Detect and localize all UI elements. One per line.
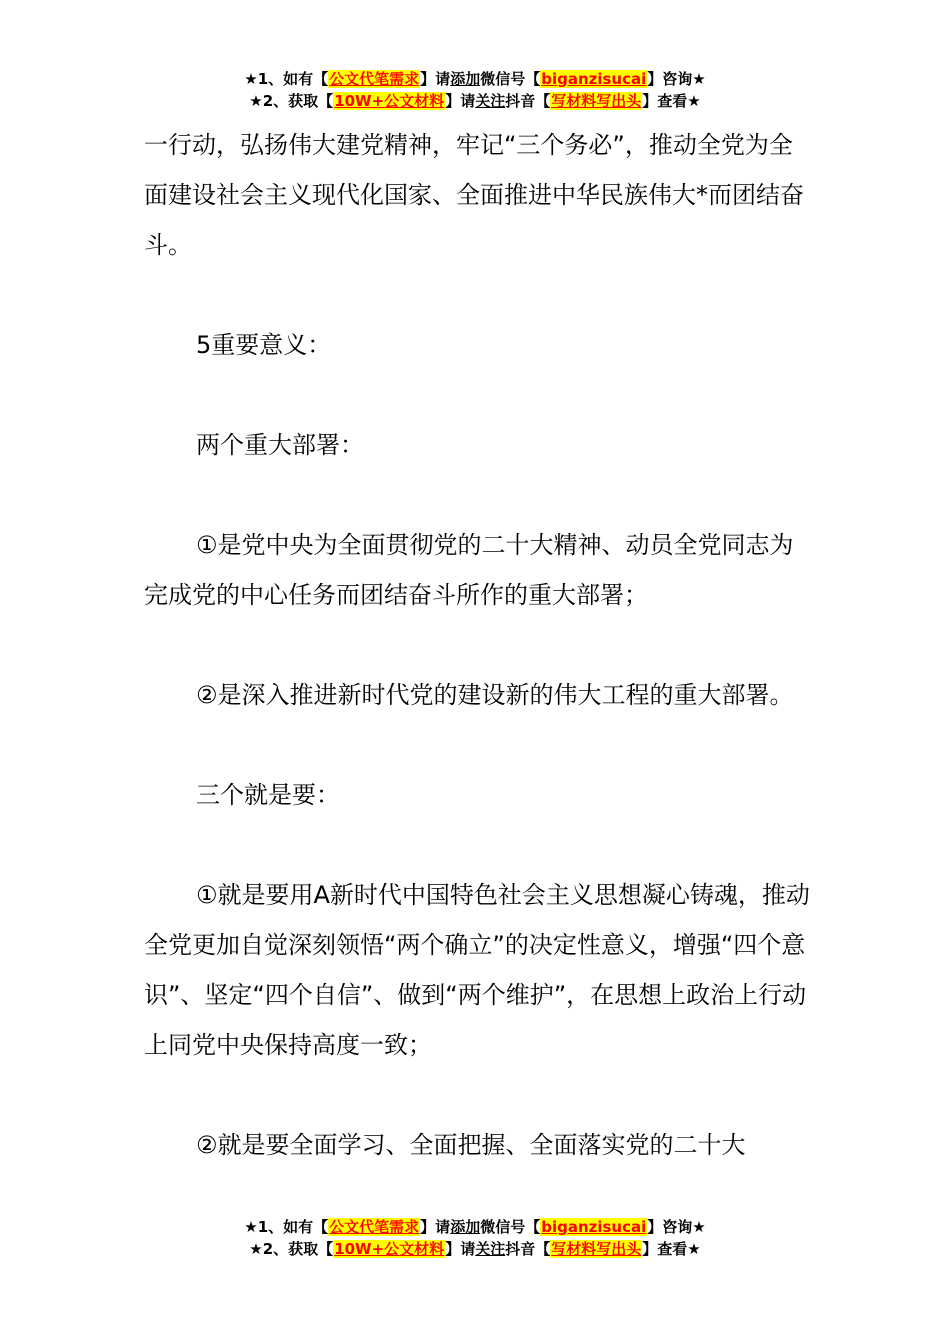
paragraph: 一行动，弘扬伟大建党精神，牢记“三个务必”，推动全党为全面建设社会主义现代化国家、全面推进中华民族伟大*而团结奋斗。 — [144, 131, 804, 259]
banner-text: ★2、获取【 — [249, 92, 334, 110]
banner-text: 】请 — [445, 1240, 476, 1258]
banner-text: 微信号【 — [480, 70, 541, 88]
document-body — [144, 120, 814, 1170]
banner-text: 】请 — [420, 70, 451, 88]
paragraph: ①就是要用A新时代中国特色社会主义思想凝心铸魂，推动全党更加自觉深刻领悟“两个确立”的决定性意义，增强“四个意识”、坚定“四个自信”、做到“两个维护”，在思想上政治上行动上同党中央保持高度一致； — [144, 881, 810, 1059]
banner-line-2 — [0, 1238, 950, 1260]
banner-text: ★1、如有【 — [244, 70, 329, 88]
banner-line-2 — [0, 90, 950, 112]
banner-underlined: 关注 — [475, 1240, 506, 1258]
banner-highlight: 公文代笔需求 — [329, 70, 420, 88]
banner-highlight: biganzisucai — [541, 1218, 647, 1236]
banner-highlight: 公文代笔需求 — [329, 1218, 420, 1236]
banner-underlined: 添加 — [450, 1218, 481, 1236]
banner-line-1 — [0, 68, 950, 90]
banner-text: 】请 — [445, 92, 476, 110]
banner-highlight: 写材料写出头 — [551, 92, 642, 110]
banner-text: 抖音【 — [505, 1240, 551, 1258]
paragraph: 两个重大部署： — [196, 431, 364, 459]
banner-line-1 — [0, 1216, 950, 1238]
banner-highlight: 写材料写出头 — [551, 1240, 642, 1258]
banner-text: 】请 — [420, 1218, 451, 1236]
banner-text: ★1、如有【 — [244, 1218, 329, 1236]
paragraph: ②就是要全面学习、全面把握、全面落实党的二十大 — [196, 1131, 746, 1159]
banner-text: 抖音【 — [505, 92, 551, 110]
banner-highlight: biganzisucai — [541, 70, 647, 88]
banner-underlined: 添加 — [450, 70, 481, 88]
banner-text: 】咨询★ — [647, 1218, 706, 1236]
banner-text: 】查看★ — [642, 92, 701, 110]
banner-highlight: 10W+公文材料 — [334, 1240, 445, 1258]
paragraph: ②是深入推进新时代党的建设新的伟大工程的重大部署。 — [196, 681, 794, 709]
banner-text: 】查看★ — [642, 1240, 701, 1258]
banner-text: 】咨询★ — [647, 70, 706, 88]
banner-text: 微信号【 — [480, 1218, 541, 1236]
banner-highlight: 10W+公文材料 — [334, 92, 445, 110]
footer-banner — [0, 1216, 950, 1260]
banner-underlined: 关注 — [475, 92, 506, 110]
header-banner — [0, 68, 950, 112]
paragraph: 三个就是要： — [196, 781, 340, 809]
banner-text: ★2、获取【 — [249, 1240, 334, 1258]
paragraph: ①是党中央为全面贯彻党的二十大精神、动员全党同志为完成党的中心任务而团结奋斗所作的重大部署； — [144, 531, 794, 609]
paragraph: 5重要意义： — [196, 331, 332, 359]
